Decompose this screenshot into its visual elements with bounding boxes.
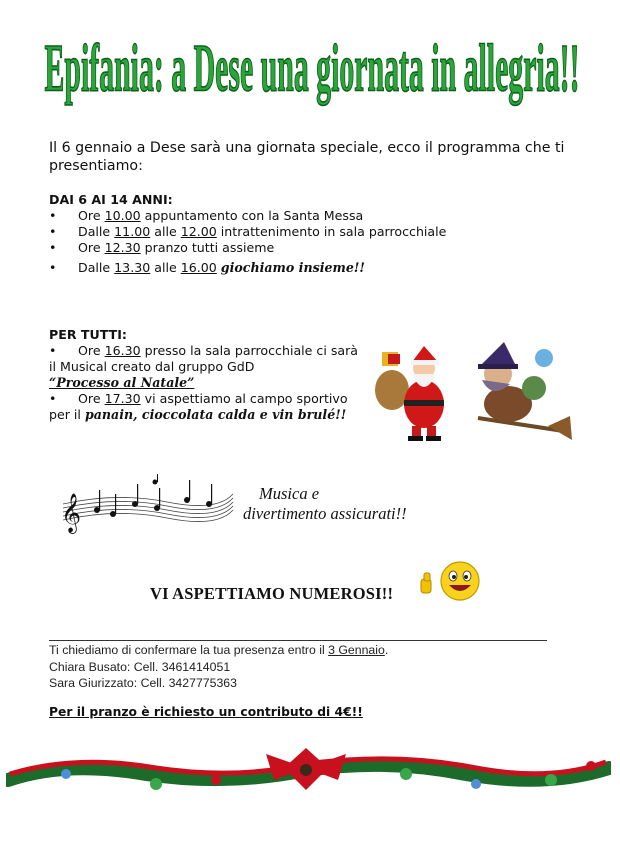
- thumbs-up-smiley-icon: [418, 561, 482, 609]
- music-caption-line1: Musica e: [259, 484, 320, 503]
- list-item: • Dalle 11.00 alle 12.00 intrattenimento in sala parrocchiale: [49, 224, 446, 240]
- divider: [49, 640, 547, 641]
- music-caption-line2: divertimento assicurati!!: [243, 504, 407, 523]
- music-caption: [243, 484, 407, 524]
- svg-text:𝄞: 𝄞: [61, 493, 82, 533]
- see-you-banner: VI ASPETTIAMO NUMEROSI!!: [150, 584, 394, 603]
- contact-line: Sara Giurizzato: Cell. 3427775363: [49, 676, 237, 690]
- show-title: “Processo al Natale”: [49, 375, 195, 390]
- list-item: • Dalle 13.30 alle 16.00 giochiamo insieme!!: [49, 260, 446, 276]
- page-title-text: Epifania: a Dese una giornata in allegria!!: [44, 30, 580, 106]
- list-item: • Ore 17.30 vi aspettiamo al campo sportivo per il panain, cioccolata calda e vin brulé!!: [49, 391, 348, 422]
- lunch-contribution-note: Per il pranzo è richiesto un contributo di 4€!!: [49, 705, 363, 719]
- music-notes-image: [57, 474, 237, 538]
- list-item: • Ore 16.30 presso la sala parrocchiale ci sarà il Musical creato dal gruppo GdD: [49, 343, 359, 374]
- section-heading-all: PER TUTTI:: [49, 327, 127, 342]
- kids-program-list: [49, 208, 446, 276]
- santa-image: [372, 342, 456, 446]
- list-item: • Ore 12.30 pranzo tutti assieme: [49, 240, 446, 256]
- contact-block: [49, 642, 388, 692]
- section-heading-kids: DAI 6 AI 14 ANNI:: [49, 192, 173, 207]
- befana-witch-image: [458, 340, 573, 444]
- intro-text: Il 6 gennaio a Dese sarà una giornata speciale, ecco il programma che ti presentiamo:: [49, 140, 565, 174]
- page-title: [40, 12, 585, 112]
- contact-line: Chiara Busato: Cell. 3461414051: [49, 659, 231, 674]
- christmas-garland-image: [6, 740, 611, 814]
- list-item: • Ore 10.00 appuntamento con la Santa Messa: [49, 208, 446, 224]
- everyone-section: [49, 327, 359, 423]
- confirm-text: Ti chiediamo di confermare la tua presenza entro il 3 Gennaio.: [49, 643, 389, 657]
